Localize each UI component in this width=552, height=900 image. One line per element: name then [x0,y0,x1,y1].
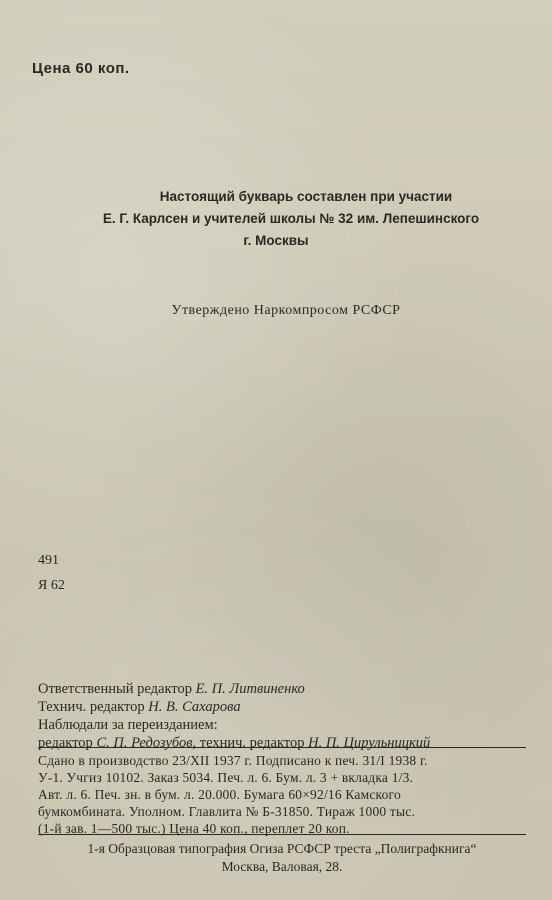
catalog-code: 491 [38,553,59,568]
print-info-line-2: У-1. Учгиз 10102. Заказ 5034. Печ. л. 6. Бум. л. 3 + вкладка 1/3. [38,770,414,785]
tech-editor-line [38,698,430,716]
printing-house-block [38,840,526,876]
printing-house-line-1: 1-я Образцовая типография Огиза РСФСР треста „Полиграфкнига“ [87,841,477,856]
credits-block [0,186,552,252]
printing-house-line-2: Москва, Валовая, 28. [221,859,343,874]
reissue-editors-line [38,734,430,752]
print-info-line-4: бумкомбината. Уполном. Главлита № Б-31850. Тираж 1000 тыс. [38,804,416,819]
print-info-line-1: Сдано в производство 23/XII 1937 г. Подписано к печ. 31/I 1938 г. [38,753,428,768]
responsible-editor-line [38,680,430,698]
price-label: Цена 60 коп. [32,60,130,77]
credits-line-1: Настоящий букварь составлен при участии [159,189,453,204]
approval-statement: Утверждено Наркомпросом РСФСР [171,303,401,318]
print-info-block [38,752,428,837]
tech-editor-label: Технич. редактор [38,699,145,715]
credits-line-3: г. Москвы [243,233,309,248]
reissue-label: Наблюдали за переизданием: [38,717,218,733]
responsible-editor-name: Е. П. Литвиненко [195,681,305,697]
editor-name: С. П. Редозубов [96,735,193,751]
print-info-line-3: Авт. л. 6. Печ. зн. в бум. л. 20.000. Бумага 60×92/16 Камского [38,787,401,802]
editors-block [38,680,430,752]
divider-top [38,747,526,748]
catalog-index: Я 62 [38,578,65,593]
editor-label: редактор [38,735,93,751]
tech2-editor-label: , технич. редактор [192,735,305,751]
credits-line-2: Е. Г. Карлсен и учителей школы № 32 им. Лепешинского [102,211,480,226]
divider-bottom [38,834,526,835]
tech2-editor-name: Н. П. Цирульницкий [308,735,431,751]
responsible-editor-label: Ответственный редактор [38,681,192,697]
tech-editor-name: Н. В. Сахарова [148,699,241,715]
print-info-line-5: (1-й зав. 1—500 тыс.) Цена 40 коп., переплет 20 коп. [38,821,350,836]
